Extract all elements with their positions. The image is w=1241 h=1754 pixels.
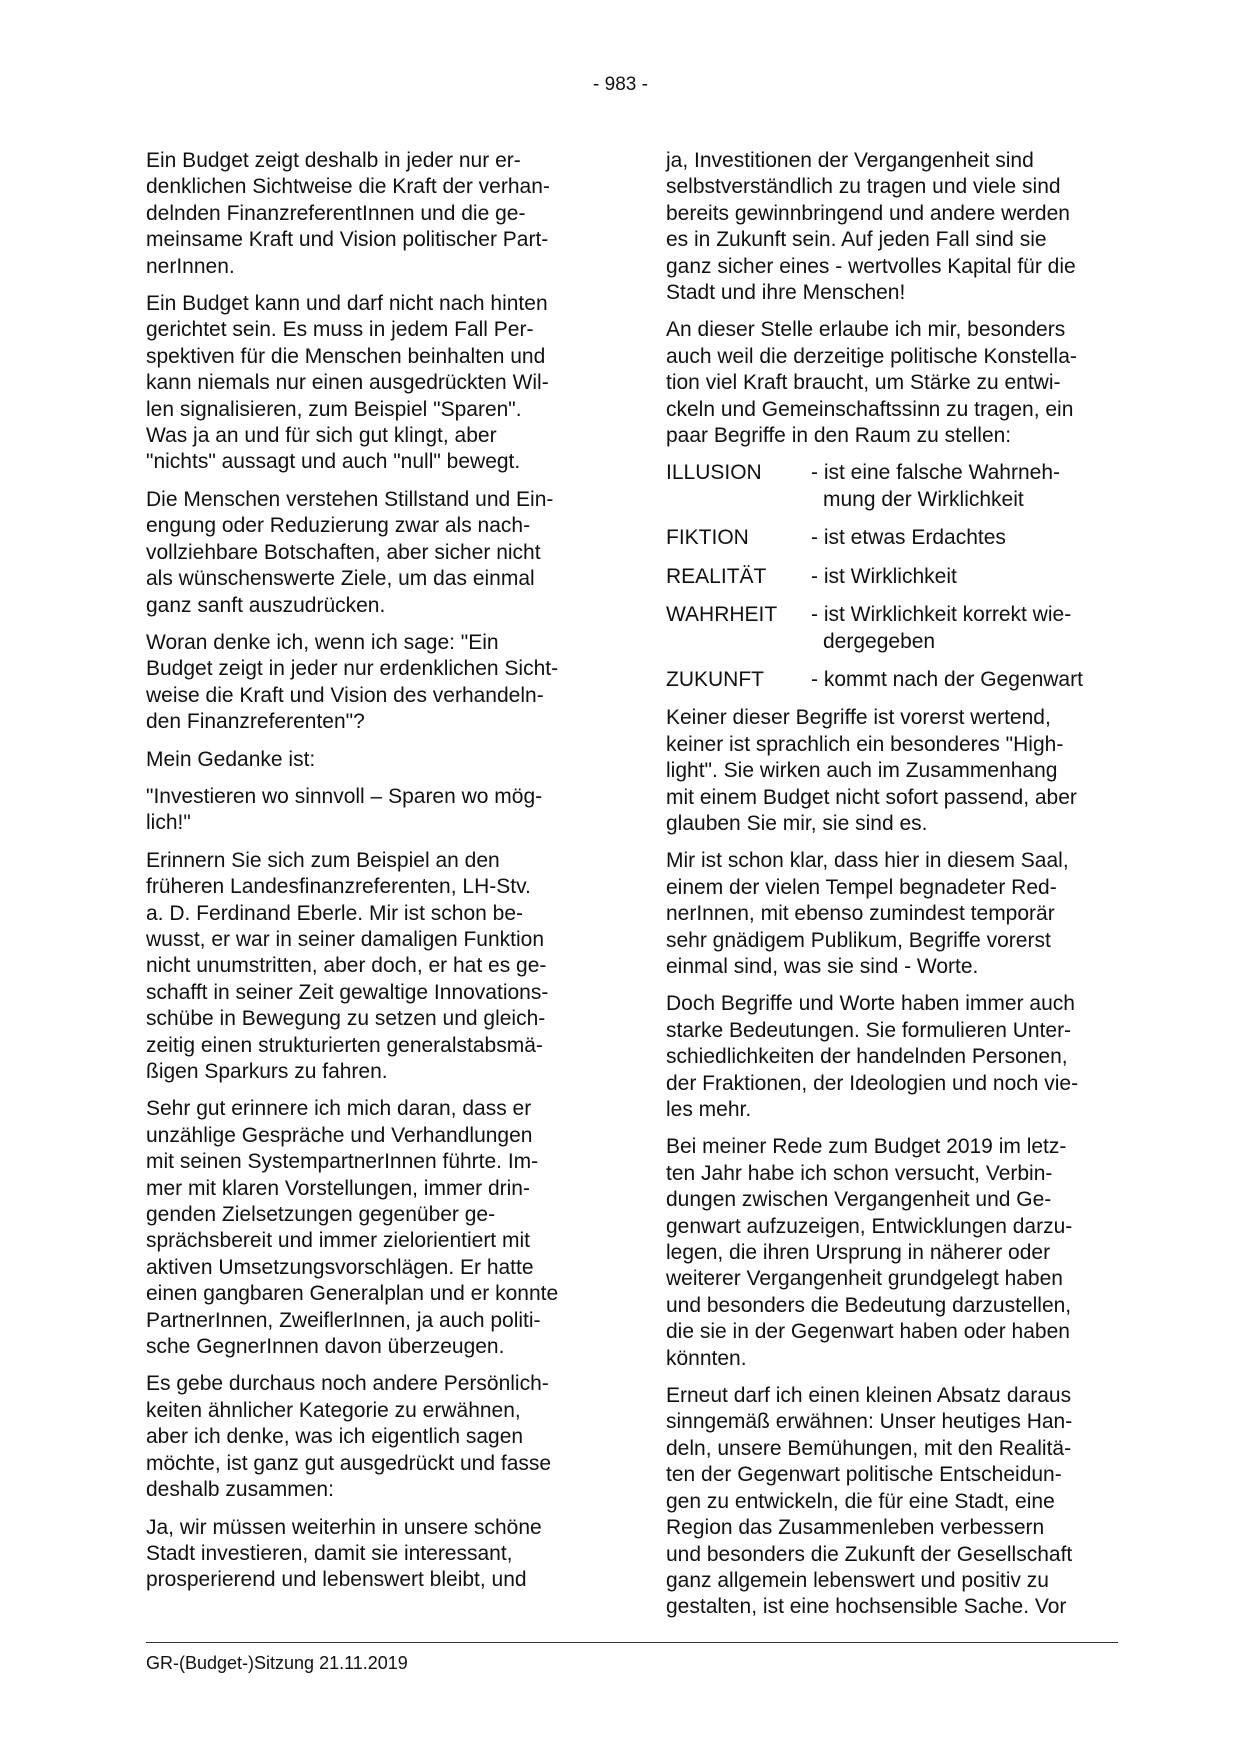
paragraph: Ein Budget kann und darf nicht nach hinten gerichtet sein. Es muss in jedem Fall Per- spektiven für die Menschen beinhalten und kann niemals nur einen ausgedrückten Wil- len signalisieren, zum Beispiel "Sparen". Was ja an und für sich gut klingt, aber "nichts" aussagt und auch "null" bewegt. [146, 292, 549, 474]
paragraph: ja, Investitionen der Vergangenheit sind selbstverständlich zu tragen und viele sind bereits gewinnbringend und andere werden es in Zukunft sein. Auf jeden Fall sind sie ganz sicher eines - wertvolles Kapital für die Stadt und ihre Menschen! [666, 149, 1076, 305]
definition-term: REALITÄT [666, 564, 767, 588]
definition-description: - kommt nach der Gegenwart [811, 667, 1083, 691]
definition-term: ILLUSION [666, 461, 762, 485]
paragraph: Keiner dieser Begriffe ist vorerst wertend, keiner ist sprachlich ein besonderes "High- light". Sie wirken auch im Zusammenhang mit einem Budget nicht sofort passend, aber glauben Sie mir, sie sind es. [666, 706, 1077, 835]
paragraph: Mein Gedanke ist: [146, 747, 316, 771]
paragraph: Erneut darf ich einen kleinen Absatz daraus sinngemäß erwähnen: Unser heutiges Han- deln, unsere Bemühungen, mit den Realitä- ten der Gegenwart politische Entscheidun- gen zu entwickeln, die für eine Stadt, eine Region das Zusammenleben verbessern und besonders die Zukunft der Gesellschaft ganz allgemein lebenswert und positiv zu gestalten, ist eine hochsensible Sache. Vor [666, 1384, 1073, 1619]
definition-description: - ist eine falsche Wahrneh- mung der Wirklichkeit [811, 461, 1060, 511]
paragraph: Mir ist schon klar, dass hier in diesem Saal, einem der vielen Tempel begnadeter Red- nerInnen, mit ebenso zumindest temporär sehr gnädigem Publikum, Begriffe vorerst einmal sind, was sie sind - Worte. [666, 849, 1069, 978]
paragraph: Ja, wir müssen weiterhin in unsere schöne Stadt investieren, damit sie interessant, prosperierend und lebenswert bleibt, und [146, 1515, 542, 1592]
definition-row [666, 460, 1118, 513]
footer-text: GR-(Budget-)Sitzung 21.11.2019 [146, 1653, 408, 1673]
paragraph: An dieser Stelle erlaube ich mir, besonders auch weil die derzeitige politische Konstella- tion viel Kraft braucht, um Stärke zu entwi- ckeln und Gemeinschaftssinn zu tragen, ein paar Begriffe in den Raum zu stellen: [666, 318, 1077, 448]
right-column [666, 148, 1118, 1632]
paragraph: Woran denke ich, wenn ich sage: "Ein Budget zeigt in jeder nur erdenklichen Sicht- weise die Kraft und Vision des verhandeln- den Finanzreferenten"? [146, 630, 559, 734]
paragraph: Doch Begriffe und Worte haben immer auch starke Bedeutungen. Sie formulieren Unter- schiedlichkeiten der handelnden Personen, der Fraktionen, der Ideologien und noch vie- les mehr. [666, 992, 1079, 1121]
page-number: - 983 - [593, 74, 648, 95]
definition-description: - ist Wirklichkeit [811, 564, 957, 588]
paragraph: "Investieren wo sinnvoll – Sparen wo mög- lich!" [146, 784, 543, 835]
paragraph: Bei meiner Rede zum Budget 2019 im letz- ten Jahr habe ich schon versucht, Verbin- dungen zwischen Vergangenheit und Ge- genwart aufzuzeigen, Entwicklungen darzu- legen, die ihren Ursprung in näherer oder weiterer Vergangenheit grundgelegt haben und besonders die Bedeutung darzustellen, die sie in der Gegenwart haben oder haben könnten. [666, 1135, 1073, 1370]
definition-row [666, 525, 1118, 551]
definition-term: FIKTION [666, 526, 749, 550]
definition-description: - ist etwas Erdachtes [811, 526, 1006, 550]
paragraph: Erinnern Sie sich zum Beispiel an den früheren Landesfinanzreferenten, LH-Stv. a. D. Ferdinand Eberle. Mir ist schon be- wusst, er war in seiner damaligen Funktion nicht unumstritten, aber doch, er hat es ge- schafft in seiner Zeit gewaltige Innovations- schübe in Bewegung zu setzen und gleich- zeitig einen strukturierten generalstabsmä- ßigen Sparkurs zu fahren. [146, 848, 549, 1083]
left-column [146, 148, 596, 1605]
definition-description: - ist Wirklichkeit korrekt wie- dergegeben [811, 603, 1072, 653]
definition-row [666, 564, 1118, 590]
footer-divider [146, 1642, 1118, 1643]
definition-row [666, 667, 1118, 693]
definition-term: ZUKUNFT [666, 667, 764, 691]
paragraph: Die Menschen verstehen Stillstand und Ein- engung oder Reduzierung zwar als nach- vollziehbare Botschaften, aber sicher nicht als wünschenswerte Ziele, um das einmal ganz sanft auszudrücken. [146, 487, 554, 617]
paragraph: Ein Budget zeigt deshalb in jeder nur er- denklichen Sichtweise die Kraft der verhan- delnden FinanzreferentInnen und die ge- meinsame Kraft und Vision politischer Part- nerInnen. [146, 149, 550, 278]
definition-row [666, 602, 1118, 655]
definition-term: WAHRHEIT [666, 603, 778, 627]
paragraph: Es gebe durchaus noch andere Persönlich- keiten ähnlicher Kategorie zu erwähnen, aber ich denke, was ich eigentlich sagen möchte, ist ganz gut ausgedrückt und fasse deshalb zusammen: [146, 1372, 552, 1502]
definition-list [666, 460, 1118, 693]
paragraph: Sehr gut erinnere ich mich daran, dass er unzählige Gespräche und Verhandlungen mit seinen SystempartnerInnen führte. Im- mer mit klaren Vorstellungen, immer drin- genden Zielsetzungen gegenüber ge- sprächsbereit und immer zielorientiert mit aktiven Umsetzungsvorschlägen. Er hatte einen gangbaren Generalplan und er konnte PartnerInnen, ZweiflerInnen, ja auch politi- sche GegnerInnen davon überzeugen. [146, 1097, 559, 1359]
